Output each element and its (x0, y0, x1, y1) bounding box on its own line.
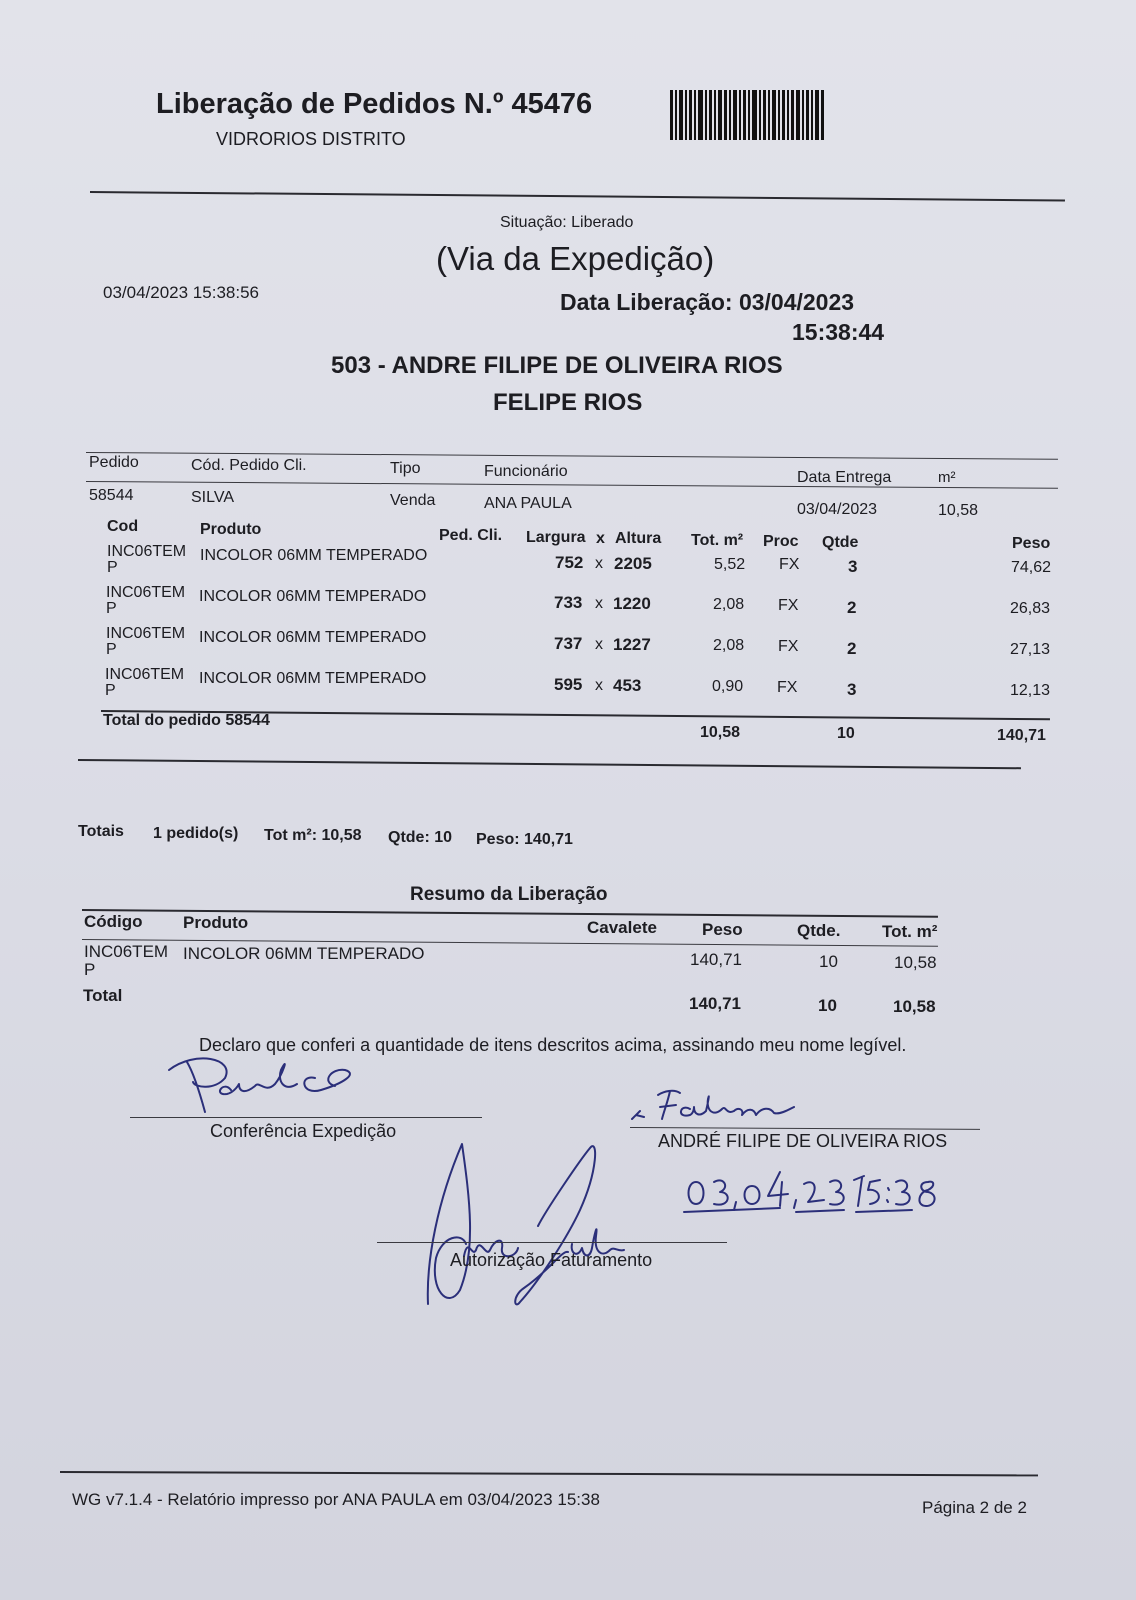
autorizacao-label: Autorização Faturamento (450, 1250, 653, 1270)
item-cod-suffix: P (106, 600, 117, 617)
totals-m2: Tot m²: 10,58 (264, 827, 362, 844)
footer-line (60, 1471, 1038, 1476)
item-largura: 737 (554, 634, 583, 653)
item-proc: FX (778, 638, 799, 655)
item-proc: FX (779, 556, 800, 573)
order-total-peso: 140,71 (997, 727, 1046, 744)
item-altura: 1227 (613, 635, 651, 654)
items-col-produto: Produto (200, 521, 262, 538)
client-nickname: FELIPE RIOS (493, 389, 643, 416)
item-qtde: 3 (848, 557, 858, 576)
items-col-largura: Largura (526, 529, 586, 546)
items-col-ped-cli: Ped. Cli. (439, 527, 503, 544)
items-col-altura: Altura (615, 530, 662, 547)
summary-col-codigo: Código (84, 912, 143, 931)
order-funcionario-value: ANA PAULA (484, 495, 572, 512)
status-text: Situação: Liberado (500, 214, 634, 231)
summary-col-peso: Peso (702, 920, 743, 939)
items-col-cod: Cod (107, 518, 139, 535)
col-data-entrega-label: Data Entrega (797, 469, 892, 486)
footer-page: Página 2 de 2 (922, 1498, 1027, 1517)
conferencia-signature (165, 1050, 385, 1120)
declaration-text: Declaro que conferi a quantidade de itens descritos acima, assinando meu nome legível. (199, 1035, 907, 1055)
order-data-entrega-value: 03/04/2023 (797, 501, 878, 518)
autorizacao-line (377, 1242, 727, 1243)
summary-total-qtde: 10 (818, 996, 837, 1015)
item-altura: 2205 (614, 554, 652, 573)
summary-col-tot-m2: Tot. m² (882, 922, 938, 941)
items-col-x: x (596, 530, 605, 547)
autorizacao-signature (420, 1140, 640, 1310)
order-section-end-line (78, 759, 1021, 769)
summary-col-qtde: Qtde. (797, 921, 841, 940)
item-largura: 752 (555, 553, 584, 572)
item-largura: 733 (554, 593, 583, 612)
summary-total-label: Total (83, 986, 123, 1005)
totals-label: Totais (78, 823, 124, 840)
order-m2-value: 10,58 (938, 502, 979, 519)
items-col-tot-m2: Tot. m² (691, 532, 744, 549)
item-cod-suffix: P (107, 559, 118, 576)
header-divider (90, 191, 1065, 202)
release-date: Data Liberação: 03/04/2023 (560, 289, 855, 315)
summary-col-cavalete: Cavalete (587, 918, 657, 937)
col-tipo-label: Tipo (390, 460, 421, 477)
col-pedido-label: Pedido (89, 454, 139, 471)
item-tot-m2: 2,08 (713, 596, 745, 613)
item-qtde: 3 (847, 680, 857, 699)
col-m2-label: m² (938, 469, 956, 486)
summary-row-peso: 140,71 (690, 950, 742, 969)
via-label: (Via da Expedição) (436, 240, 715, 277)
handwritten-datetime (684, 1168, 954, 1218)
order-total-qtde: 10 (837, 725, 855, 742)
summary-row-cod: INC06TEM (84, 942, 169, 961)
item-proc: FX (777, 679, 798, 696)
item-cod: INC06TEM (106, 625, 186, 642)
footer-printed-by: WG v7.1.4 - Relatório impresso por ANA PAULA em 03/04/2023 15:38 (72, 1490, 600, 1509)
item-largura: 595 (554, 675, 583, 694)
items-col-proc: Proc (763, 533, 799, 550)
col-cod-pedido-cli-label: Cód. Pedido Cli. (191, 457, 307, 474)
item-cod: INC06TEM (107, 543, 187, 560)
release-time: 15:38:44 (792, 319, 885, 345)
document-title: Liberação de Pedidos N.º 45476 (156, 88, 593, 120)
item-x: x (595, 677, 603, 694)
conferencia-line (130, 1117, 482, 1118)
item-cod-suffix: P (106, 641, 117, 658)
item-altura: 1220 (613, 594, 651, 613)
item-peso: 27,13 (1010, 641, 1051, 658)
order-header-bottom-line (86, 481, 1058, 489)
item-qtde: 2 (847, 639, 857, 658)
order-pedido-value: 58544 (89, 487, 134, 504)
item-cod: INC06TEM (106, 584, 186, 601)
order-cod-cli-value: SILVA (191, 489, 234, 506)
item-x: x (595, 595, 603, 612)
item-qtde: 2 (847, 598, 857, 617)
item-produto: INCOLOR 06MM TEMPERADO (199, 670, 427, 687)
item-tot-m2: 5,52 (714, 556, 746, 573)
printed-datetime: 03/04/2023 15:38:56 (103, 283, 259, 302)
summary-row-produto: INCOLOR 06MM TEMPERADO (183, 944, 425, 963)
summary-total-peso: 140,71 (689, 994, 741, 1013)
summary-row-cod-suffix: P (84, 960, 96, 979)
item-peso: 26,83 (1010, 600, 1051, 617)
item-produto: INCOLOR 06MM TEMPERADO (199, 588, 427, 605)
totals-peso: Peso: 140,71 (476, 831, 573, 848)
client-signature-label: ANDRÉ FILIPE DE OLIVEIRA RIOS (658, 1131, 948, 1151)
item-x: x (595, 636, 603, 653)
col-funcionario-label: Funcionário (484, 463, 568, 480)
totals-qtde: Qtde: 10 (388, 829, 453, 846)
client-name: 503 - ANDRE FILIPE DE OLIVEIRA RIOS (331, 352, 783, 379)
items-col-peso: Peso (1012, 535, 1051, 552)
client-signature-line (630, 1127, 980, 1130)
item-proc: FX (778, 597, 799, 614)
item-produto: INCOLOR 06MM TEMPERADO (199, 629, 427, 646)
summary-title: Resumo da Liberação (410, 884, 608, 905)
conferencia-label: Conferência Expedição (210, 1121, 397, 1141)
item-altura: 453 (613, 676, 642, 695)
client-signature (630, 1085, 800, 1125)
item-cod-suffix: P (105, 682, 116, 699)
order-tipo-value: Venda (390, 492, 436, 509)
item-peso: 12,13 (1010, 682, 1051, 699)
item-tot-m2: 2,08 (713, 637, 745, 654)
items-col-qtde: Qtde (822, 534, 859, 551)
item-x: x (595, 555, 603, 572)
summary-col-produto: Produto (183, 913, 249, 932)
summary-total-tot-m2: 10,58 (893, 997, 936, 1016)
totals-pedidos: 1 pedido(s) (153, 825, 239, 842)
item-peso: 74,62 (1011, 559, 1052, 576)
order-total-m2: 10,58 (700, 724, 741, 741)
order-total-label: Total do pedido 58544 (103, 712, 270, 729)
item-produto: INCOLOR 06MM TEMPERADO (200, 547, 428, 564)
item-cod: INC06TEM (105, 666, 185, 683)
summary-row-tot-m2: 10,58 (894, 953, 937, 972)
barcode (670, 90, 844, 140)
summary-row-qtde: 10 (819, 952, 838, 971)
item-tot-m2: 0,90 (712, 678, 744, 695)
company-name: VIDRORIOS DISTRITO (216, 129, 406, 149)
